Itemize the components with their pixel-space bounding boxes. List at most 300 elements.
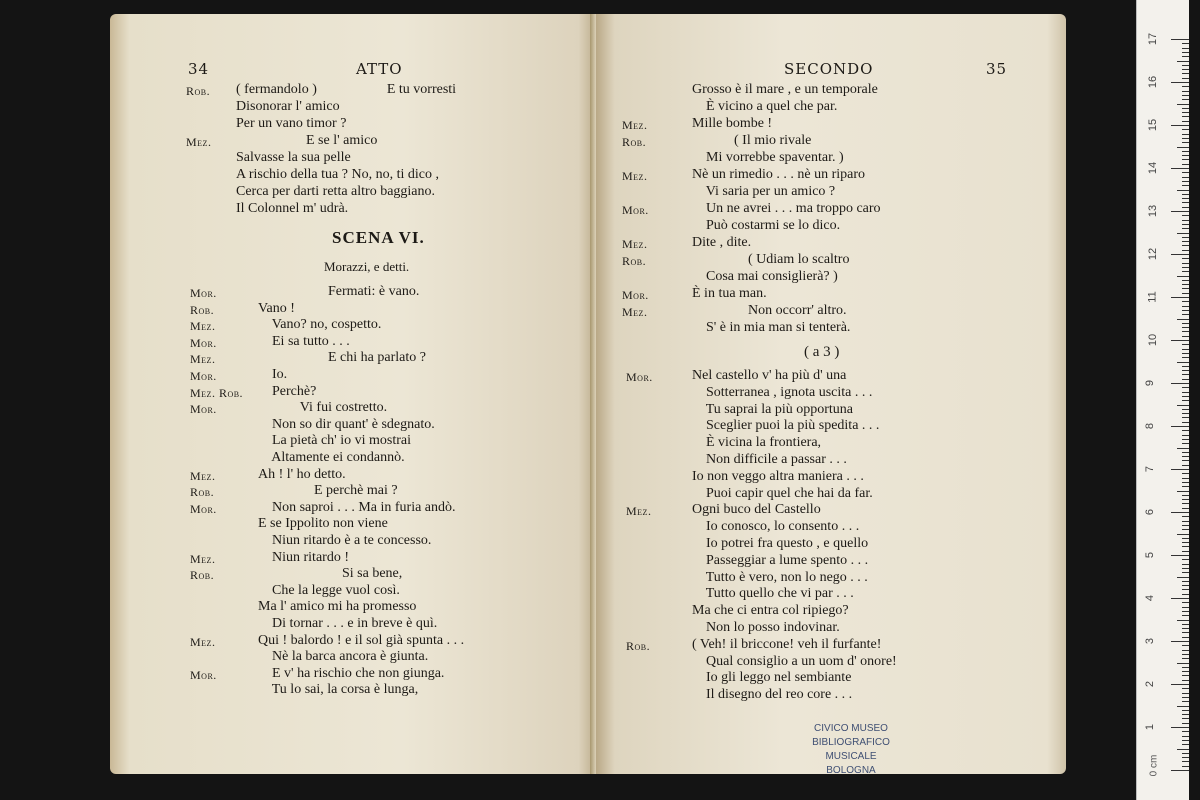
ruler-tick xyxy=(1182,465,1189,466)
ruler-tick xyxy=(1182,697,1189,698)
library-stamp xyxy=(786,722,916,778)
ruler-tick xyxy=(1182,521,1189,522)
ruler-tick xyxy=(1182,443,1189,444)
ruler-tick xyxy=(1171,426,1189,427)
ruler-tick xyxy=(1177,276,1189,277)
speaker-label: Mor. xyxy=(626,370,653,384)
ruler-tick xyxy=(1182,159,1189,160)
ruler-tick xyxy=(1182,121,1189,122)
verse-line: Niun ritardo ! xyxy=(258,549,349,565)
ruler-number: 15 xyxy=(1147,118,1160,132)
ruler-tick xyxy=(1182,198,1189,199)
ruler-tick xyxy=(1177,147,1189,148)
ruler-tick xyxy=(1182,486,1189,487)
ruler-tick xyxy=(1182,589,1189,590)
ruler-number: 9 xyxy=(1144,379,1157,387)
ruler-tick xyxy=(1177,706,1189,707)
stamp-line: BOLOGNA xyxy=(826,765,876,776)
speaker-label: Mez. xyxy=(190,634,216,649)
speaker-label: Rob. xyxy=(622,135,647,149)
ruler-tick xyxy=(1182,503,1189,504)
ruler-tick xyxy=(1182,155,1189,156)
verse-line: Per un vano timor ? xyxy=(236,116,347,131)
speaker-label: Mez. xyxy=(190,319,216,334)
verse-line: Io. xyxy=(258,367,288,382)
ruler-tick xyxy=(1182,207,1189,208)
ruler-tick xyxy=(1171,168,1189,169)
ruler-tick xyxy=(1182,91,1189,92)
ruler-tick xyxy=(1182,499,1189,500)
ruler-tick xyxy=(1171,340,1189,341)
ruler-tick xyxy=(1182,628,1189,629)
verse-line: Il disegno del reo core . . . xyxy=(692,687,853,703)
ruler-tick xyxy=(1182,568,1189,569)
ruler-tick xyxy=(1171,727,1189,728)
ruler-tick xyxy=(1182,353,1189,354)
speaker-label: Mez. xyxy=(622,237,648,251)
ruler-tick xyxy=(1182,650,1189,651)
ruler-tick xyxy=(1182,581,1189,582)
ruler-number: 13 xyxy=(1147,204,1160,218)
ruler-tick xyxy=(1182,366,1189,367)
verse-line: ( Veh! il briccone! veh il furfante! xyxy=(692,636,882,652)
ruler-tick xyxy=(1182,280,1189,281)
verse-line: Si sa bene, xyxy=(258,566,403,582)
verse-line: Fermati: è vano. xyxy=(258,284,420,299)
ruler-unit: 0 cm xyxy=(1148,754,1160,777)
ruler-number: 6 xyxy=(1144,508,1157,516)
verse-line: Mi vorrebbe spaventar. ) xyxy=(692,150,844,165)
ruler-tick xyxy=(1182,632,1189,633)
verse-line: Passeggiar a lume spento . . . xyxy=(692,552,869,568)
ruler-tick xyxy=(1182,607,1189,608)
ruler-tick xyxy=(1182,357,1189,358)
ruler-tick xyxy=(1182,740,1189,741)
ruler-tick xyxy=(1182,757,1189,758)
left-page-number: 34 xyxy=(188,60,210,78)
ruler-tick xyxy=(1182,374,1189,375)
ruler-tick xyxy=(1182,151,1189,152)
speaker-label: Mor. xyxy=(622,203,649,217)
ruler-number: 8 xyxy=(1144,422,1157,430)
speaker-label: Rob. xyxy=(190,568,215,583)
ruler-tick xyxy=(1182,680,1189,681)
verse-line: E v' ha rischio che non giunga. xyxy=(258,665,445,681)
verse-line: È in tua man. xyxy=(692,286,767,301)
verse-line: S' è in mia man si tenterà. xyxy=(692,320,851,335)
ruler-tick xyxy=(1182,714,1189,715)
ruler-tick xyxy=(1182,48,1189,49)
ruler-tick xyxy=(1182,224,1189,225)
speaker-label: Mez. xyxy=(190,352,216,367)
ruler-tick xyxy=(1182,675,1189,676)
ruler-tick xyxy=(1171,770,1189,771)
ruler-tick xyxy=(1182,611,1189,612)
ruler-tick xyxy=(1182,138,1189,139)
verse-line: Disonorar l' amico xyxy=(236,99,340,114)
verse-line: ( Il mio rivale xyxy=(692,133,812,148)
ruler-tick xyxy=(1182,667,1189,668)
ruler-tick xyxy=(1182,761,1189,762)
left-header: ATTO xyxy=(356,60,403,78)
ruler-tick xyxy=(1182,108,1189,109)
right-header: SECONDO xyxy=(784,60,874,78)
ruler-tick xyxy=(1182,250,1189,251)
ruler-tick xyxy=(1177,319,1189,320)
right-page-number: 35 xyxy=(986,60,1008,78)
speaker-label: Mez. xyxy=(622,169,648,183)
ruler-tick xyxy=(1182,142,1189,143)
verse-line: Qui ! balordo ! e il sol già spunta . . . xyxy=(258,632,465,648)
ruler-tick xyxy=(1171,125,1189,126)
speaker-label: Mez. xyxy=(190,551,216,566)
ruler-number: 12 xyxy=(1147,247,1160,261)
ruler-number: 5 xyxy=(1144,551,1157,559)
ruler-tick xyxy=(1182,688,1189,689)
verse-line: E perchè mai ? xyxy=(258,483,398,499)
verse-line: E chi ha parlato ? xyxy=(258,350,426,366)
ruler-tick xyxy=(1182,435,1189,436)
speaker-label: Mor. xyxy=(190,402,217,417)
ruler-tick xyxy=(1182,525,1189,526)
verse-line: Ogni buco del Castello xyxy=(692,502,821,518)
scene-subtitle: Morazzi, e detti. xyxy=(324,259,410,274)
ruler-tick xyxy=(1182,245,1189,246)
verse-line: Ah ! l' ho detto. xyxy=(258,466,346,482)
ruler-tick xyxy=(1182,658,1189,659)
verse-line: Dite , dite. xyxy=(692,235,752,250)
stamp-line: BIBLIOGRAFICO MUSICALE xyxy=(812,737,890,762)
ruler-tick xyxy=(1182,267,1189,268)
ruler-tick xyxy=(1182,284,1189,285)
ruler-tick xyxy=(1182,585,1189,586)
verse-line: Qual consiglio a un uom d' onore! xyxy=(692,653,897,669)
ruler-tick xyxy=(1171,297,1189,298)
verse-line: Grosso è il mare , e un temporale xyxy=(692,82,878,97)
verse-line: Tu lo sai, la corsa è lunga, xyxy=(258,682,419,698)
ruler-tick xyxy=(1182,288,1189,289)
verse-line: È vicina la frontiera, xyxy=(692,435,822,451)
ruler-tick xyxy=(1182,241,1189,242)
ruler-tick xyxy=(1182,701,1189,702)
speaker-label: Rob. xyxy=(186,84,211,98)
verse-line: Altamente ei condannò. xyxy=(258,450,405,465)
ruler-tick xyxy=(1182,624,1189,625)
ruler-tick xyxy=(1182,202,1189,203)
ruler-tick xyxy=(1182,228,1189,229)
ruler-tick xyxy=(1177,233,1189,234)
ruler-tick xyxy=(1182,551,1189,552)
verse-line: Io gli leggo nel sembiante xyxy=(692,670,852,686)
verse-line: Sotterranea , ignota uscita . . . xyxy=(692,384,873,400)
ruler-tick xyxy=(1171,469,1189,470)
ruler-tick xyxy=(1182,671,1189,672)
ruler-tick xyxy=(1182,731,1189,732)
ruler-tick xyxy=(1182,306,1189,307)
ruler-tick xyxy=(1182,753,1189,754)
ruler-tick xyxy=(1182,473,1189,474)
speaker-label: Rob. xyxy=(190,485,215,500)
ruler-tick xyxy=(1182,129,1189,130)
ruler-tick xyxy=(1182,538,1189,539)
ruler-tick xyxy=(1177,61,1189,62)
ruler-tick xyxy=(1177,534,1189,535)
ruler-tick xyxy=(1182,293,1189,294)
verse-line: Vano ! xyxy=(258,300,295,316)
verse-line: Niun ritardo è a te concesso. xyxy=(258,533,432,548)
verse-line: Può costarmi se lo dico. xyxy=(692,218,841,233)
ruler-tick xyxy=(1182,215,1189,216)
verse-line: Tutto quello che vi par . . . xyxy=(692,586,854,602)
verse-line: Ma l' amico mi ha promesso xyxy=(258,599,417,615)
ruler-tick xyxy=(1182,508,1189,509)
ruler-number: 16 xyxy=(1147,75,1160,89)
ruler-tick xyxy=(1182,258,1189,259)
ruler-tick xyxy=(1182,387,1189,388)
ruler-tick xyxy=(1171,512,1189,513)
stamp-line: CIVICO MUSEO xyxy=(814,723,888,734)
ruler-tick xyxy=(1182,56,1189,57)
ruler-tick xyxy=(1182,564,1189,565)
ruler-tick xyxy=(1182,134,1189,135)
measuring-ruler xyxy=(1136,0,1189,800)
verse-line: Perchè? xyxy=(258,383,317,399)
ruler-tick xyxy=(1171,555,1189,556)
speaker-label: Mor. xyxy=(190,369,217,383)
ruler-tick xyxy=(1182,379,1189,380)
verse-line: Tutto è vero, non lo nego . . . xyxy=(692,569,868,585)
ruler-tick xyxy=(1177,362,1189,363)
ruler-tick xyxy=(1171,254,1189,255)
verse-line: La pietà ch' io vi mostrai xyxy=(258,433,411,449)
ruler-tick xyxy=(1182,710,1189,711)
open-book xyxy=(110,14,1068,778)
ruler-tick xyxy=(1182,736,1189,737)
verse-line: Cosa mai consiglierà? ) xyxy=(692,269,838,284)
scene-title: SCENA VI. xyxy=(332,228,425,247)
ruler-tick xyxy=(1182,78,1189,79)
ruler-number: 7 xyxy=(1144,465,1157,473)
verse-line: Sceglier puoi la più spedita . . . xyxy=(692,418,880,434)
ruler-tick xyxy=(1182,172,1189,173)
verse-line: Un ne avrei . . . ma troppo caro xyxy=(692,201,881,216)
ruler-tick xyxy=(1182,327,1189,328)
verse-line: Di tornar . . . e in breve è quì. xyxy=(258,616,438,631)
speaker-label: Mor. xyxy=(622,288,649,302)
verse-line: Non lo posso indovinar. xyxy=(692,620,840,635)
ruler-tick xyxy=(1182,594,1189,595)
left-page xyxy=(110,14,598,774)
ruler-tick xyxy=(1171,383,1189,384)
ruler-tick xyxy=(1182,323,1189,324)
verse-line: Il Colonnel m' udrà. xyxy=(236,201,349,216)
ruler-tick xyxy=(1182,430,1189,431)
ruler-tick xyxy=(1182,422,1189,423)
ruler-tick xyxy=(1182,69,1189,70)
ruler-tick xyxy=(1182,478,1189,479)
ruler-tick xyxy=(1182,546,1189,547)
ruler-tick xyxy=(1182,452,1189,453)
ruler-tick xyxy=(1182,177,1189,178)
verse-line: Non saproi . . . Ma in furia andò. xyxy=(258,499,456,515)
ruler-tick xyxy=(1182,43,1189,44)
verse-line: Cerca per darti retta altro baggiano. xyxy=(236,184,436,199)
ruler-number: 14 xyxy=(1147,161,1160,175)
ruler-tick xyxy=(1182,439,1189,440)
verse-line: Non occorr' altro. xyxy=(692,303,847,318)
ruler-tick xyxy=(1182,413,1189,414)
verse-line: Ei sa tutto . . . xyxy=(258,333,350,349)
ruler-tick xyxy=(1182,314,1189,315)
ruler-tick xyxy=(1177,104,1189,105)
verse-line: Puoi capir quel che hai da far. xyxy=(692,485,873,501)
ruler-tick xyxy=(1177,405,1189,406)
speaker-label: Mez. xyxy=(622,305,648,319)
ruler-tick xyxy=(1182,693,1189,694)
ruler-number: 2 xyxy=(1144,680,1157,688)
ruler-tick xyxy=(1182,220,1189,221)
ruler-tick xyxy=(1171,598,1189,599)
ruler-tick xyxy=(1182,559,1189,560)
ruler-tick xyxy=(1182,370,1189,371)
ruler-number: 3 xyxy=(1144,637,1157,645)
ruler-tick xyxy=(1171,39,1189,40)
ruler-tick xyxy=(1182,99,1189,100)
ruler-tick xyxy=(1182,766,1189,767)
ruler-tick xyxy=(1182,602,1189,603)
ruler-tick xyxy=(1171,641,1189,642)
speaker-label: Rob. xyxy=(626,638,651,653)
verse-line: ( Udiam lo scaltro xyxy=(692,252,850,267)
ruler-tick xyxy=(1182,112,1189,113)
ruler-tick xyxy=(1177,491,1189,492)
ruler-tick xyxy=(1177,448,1189,449)
verse-line: Che la legge vuol così. xyxy=(258,582,400,598)
ruler-tick xyxy=(1177,190,1189,191)
ruler-tick xyxy=(1171,82,1189,83)
ruler-tick xyxy=(1182,65,1189,66)
ruler-tick xyxy=(1182,400,1189,401)
verse-line: Nè la barca ancora è giunta. xyxy=(258,649,429,665)
ruler-tick xyxy=(1182,164,1189,165)
ruler-tick xyxy=(1182,301,1189,302)
speaker-label: Rob. xyxy=(622,254,647,268)
ruler-tick xyxy=(1182,516,1189,517)
ruler-tick xyxy=(1182,645,1189,646)
ruler-tick xyxy=(1182,116,1189,117)
ruler-tick xyxy=(1182,718,1189,719)
speaker-label: Mez. xyxy=(190,468,216,483)
ruler-tick xyxy=(1182,392,1189,393)
verse-line: Tu saprai la più opportuna xyxy=(692,401,853,417)
ruler-tick xyxy=(1182,344,1189,345)
verse-line: E se Ippolito non viene xyxy=(258,516,388,532)
verse-line: Nel castello v' ha più d' una xyxy=(692,368,847,383)
ruler-tick xyxy=(1177,749,1189,750)
ruler-tick xyxy=(1182,86,1189,87)
verse-line: Non difficile a passar . . . xyxy=(692,452,847,467)
verse-line: E se l' amico xyxy=(236,133,378,148)
ruler-tick xyxy=(1177,577,1189,578)
verse-line: Io conosco, lo consento . . . xyxy=(692,519,860,535)
ruler-tick xyxy=(1182,572,1189,573)
speaker-label: Mez. xyxy=(622,118,648,132)
verse-line: È vicino a quel che par. xyxy=(692,99,838,114)
ruler-tick xyxy=(1177,663,1189,664)
ruler-tick xyxy=(1182,271,1189,272)
speaker-label: Mor. xyxy=(190,335,217,350)
verse-line: Io potrei fra questo , e quello xyxy=(692,536,869,551)
speaker-label: Mor. xyxy=(190,501,217,516)
ruler-tick xyxy=(1182,460,1189,461)
ruler-number: 11 xyxy=(1146,291,1159,303)
ruler-tick xyxy=(1182,73,1189,74)
a3-heading: ( a 3 ) xyxy=(804,344,840,360)
ruler-tick xyxy=(1182,396,1189,397)
speaker-label: Mez. xyxy=(186,135,212,149)
ruler-number: 17 xyxy=(1147,32,1160,46)
speaker-label: Mor. xyxy=(190,667,217,682)
verse-line: Ma che ci entra col ripiego? xyxy=(692,603,849,619)
speaker-label: Mor. xyxy=(190,286,217,300)
ruler-tick xyxy=(1182,744,1189,745)
verse-line: ( fermandolo ) E tu vorresti xyxy=(236,82,457,97)
ruler-tick xyxy=(1182,409,1189,410)
ruler-tick xyxy=(1182,456,1189,457)
ruler-number: 1 xyxy=(1144,723,1157,731)
right-page xyxy=(596,14,1066,774)
ruler-tick xyxy=(1182,185,1189,186)
ruler-tick xyxy=(1182,336,1189,337)
ruler-tick xyxy=(1182,495,1189,496)
ruler-tick xyxy=(1182,637,1189,638)
speaker-label: Mez. xyxy=(626,504,652,519)
verse-line: Mille bombe ! xyxy=(692,116,773,131)
ruler-tick xyxy=(1171,211,1189,212)
verse-line: Non so dir quant' è sdegnato. xyxy=(258,416,435,432)
ruler-tick xyxy=(1182,654,1189,655)
verse-line: A rischio della tua ? No, no, ti dico , xyxy=(236,167,439,182)
speaker-label: Rob. xyxy=(190,302,215,317)
ruler-tick xyxy=(1182,723,1189,724)
ruler-tick xyxy=(1177,620,1189,621)
ruler-tick xyxy=(1171,684,1189,685)
verse-line: Vano? no, cospetto. xyxy=(258,317,382,333)
ruler-number: 10 xyxy=(1147,333,1160,347)
verse-line: Io non veggo altra maniera . . . xyxy=(692,468,864,484)
ruler-tick xyxy=(1182,181,1189,182)
verse-line: Salvasse la sua pelle xyxy=(236,150,351,165)
ruler-tick xyxy=(1182,482,1189,483)
ruler-tick xyxy=(1182,331,1189,332)
ruler-tick xyxy=(1182,52,1189,53)
ruler-tick xyxy=(1182,542,1189,543)
ruler-tick xyxy=(1182,237,1189,238)
verse-line: Vi fui costretto. xyxy=(258,400,388,416)
verse-line: Vi saria per un amico ? xyxy=(692,184,836,199)
verse-line: Nè un rimedio . . . nè un riparo xyxy=(692,167,866,182)
speaker-label: Mez. Rob. xyxy=(190,385,244,400)
ruler-tick xyxy=(1182,349,1189,350)
ruler-tick xyxy=(1182,615,1189,616)
ruler-tick xyxy=(1182,417,1189,418)
ruler-tick xyxy=(1182,194,1189,195)
ruler-number: 4 xyxy=(1144,594,1157,602)
ruler-tick xyxy=(1182,95,1189,96)
ruler-tick xyxy=(1182,263,1189,264)
ruler-tick xyxy=(1182,529,1189,530)
ruler-tick xyxy=(1182,310,1189,311)
